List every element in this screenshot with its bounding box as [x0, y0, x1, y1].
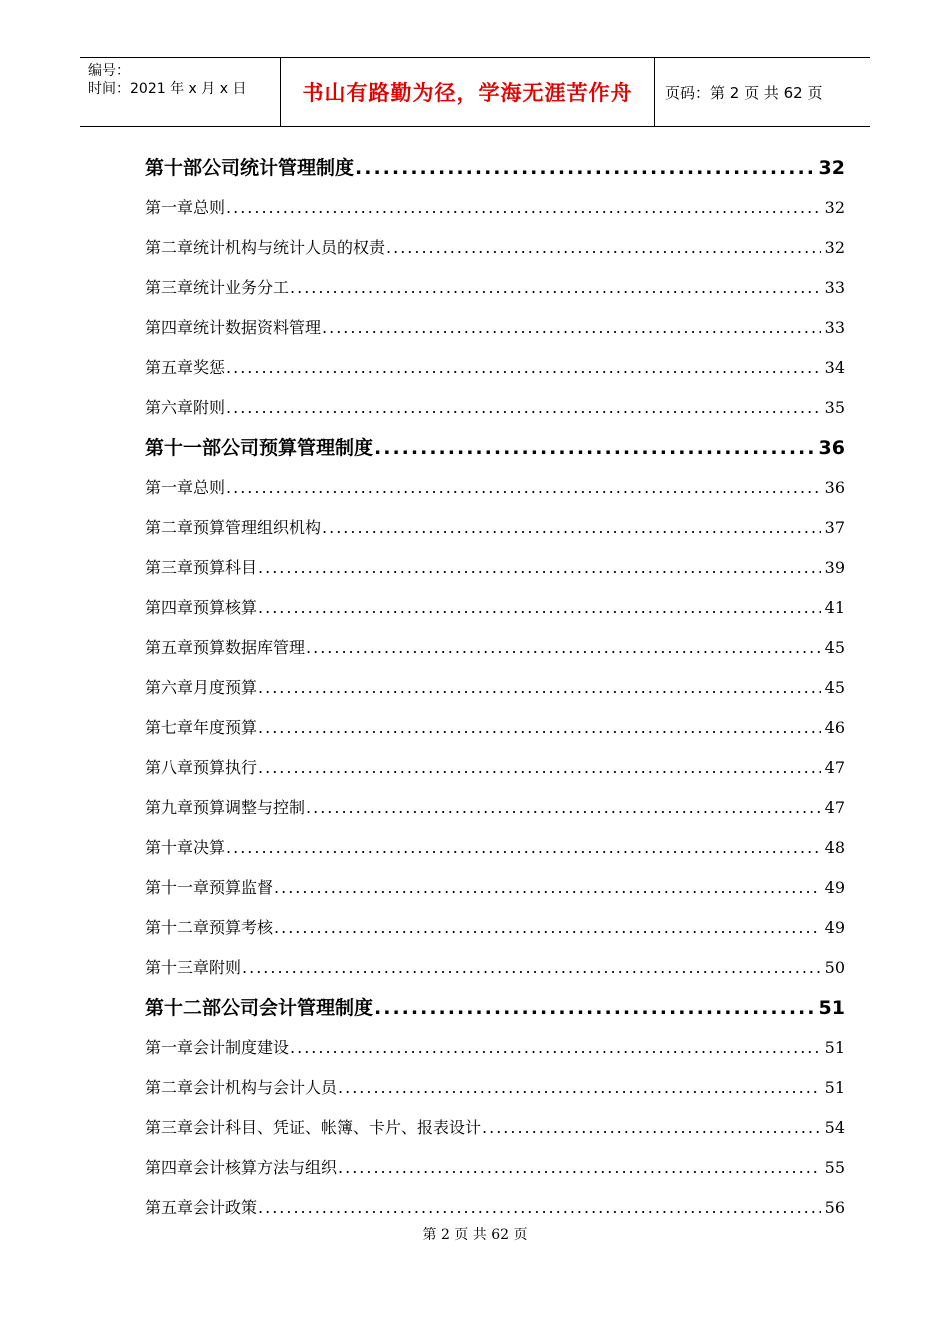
toc-dot-leader	[274, 908, 821, 948]
toc-dot-leader	[322, 308, 821, 348]
toc-entry-number: 第五章	[145, 1198, 194, 1217]
toc-entry-title: 会计制度建设	[193, 1038, 290, 1057]
toc-part-entry[interactable]	[145, 428, 845, 468]
toc-entry-number: 第十二部	[145, 997, 222, 1019]
toc-entry-page: 36	[824, 478, 845, 497]
toc-part-entry[interactable]	[145, 988, 845, 1028]
toc-chapter-entry[interactable]	[145, 1028, 845, 1068]
document-date-label: 时间：2021 年 x 月 x 日	[88, 81, 247, 97]
toc-entry-title: 年度预算	[193, 718, 258, 737]
toc-entry-page: 51	[824, 1038, 845, 1057]
toc-entry-number: 第三章	[145, 558, 194, 577]
toc-dot-leader	[258, 1188, 821, 1228]
toc-entry-page: 54	[824, 1118, 845, 1137]
toc-chapter-entry[interactable]	[145, 388, 845, 428]
toc-chapter-entry[interactable]	[145, 308, 845, 348]
toc-entry-page: 45	[824, 678, 845, 697]
toc-entry-title: 附则	[209, 958, 242, 977]
toc-dot-leader	[386, 228, 821, 268]
toc-chapter-entry[interactable]	[145, 1188, 845, 1228]
toc-entry-number: 第七章	[145, 718, 194, 737]
toc-dot-leader	[322, 508, 821, 548]
toc-entry-title: 预算数据库管理	[193, 638, 306, 657]
toc-entry-page: 39	[824, 558, 845, 577]
toc-chapter-entry[interactable]	[145, 748, 845, 788]
toc-chapter-entry[interactable]	[145, 668, 845, 708]
toc-entry-page: 47	[824, 758, 845, 777]
header-page-number: 页码：第 2 页 共 62 页	[665, 83, 823, 102]
toc-chapter-entry[interactable]	[145, 948, 845, 988]
toc-entry-number: 第四章	[145, 598, 194, 617]
toc-entry-title: 统计机构与统计人员的权责	[193, 238, 386, 257]
toc-entry-title: 统计业务分工	[193, 278, 290, 297]
toc-chapter-entry[interactable]	[145, 708, 845, 748]
header-meta	[80, 58, 281, 126]
toc-chapter-entry[interactable]	[145, 1108, 845, 1148]
toc-part-entry[interactable]	[145, 148, 845, 188]
document-code-label: 编号：	[88, 63, 130, 79]
toc-entry-page: 32	[824, 198, 845, 217]
toc-entry-page: 56	[824, 1198, 845, 1217]
toc-chapter-entry[interactable]	[145, 908, 845, 948]
toc-chapter-entry[interactable]	[145, 548, 845, 588]
toc-dot-leader	[258, 748, 821, 788]
toc-entry-title: 决算	[193, 838, 226, 857]
toc-entry-number: 第四章	[145, 318, 194, 337]
toc-entry-page: 48	[824, 838, 845, 857]
toc-entry-number: 第五章	[145, 638, 194, 657]
toc-entry-page: 37	[824, 518, 845, 537]
toc-entry-number: 第二章	[145, 518, 194, 537]
toc-chapter-entry[interactable]	[145, 268, 845, 308]
page-header	[80, 57, 870, 127]
toc-entry-page: 45	[824, 638, 845, 657]
toc-entry-title: 公司统计管理制度	[202, 157, 355, 179]
toc-dot-leader	[226, 188, 821, 228]
toc-entry-number: 第十一章	[145, 878, 210, 897]
toc-entry-page: 47	[824, 798, 845, 817]
toc-entry-title: 会计核算方法与组织	[193, 1158, 338, 1177]
toc-chapter-entry[interactable]	[145, 228, 845, 268]
toc-dot-leader	[306, 628, 821, 668]
toc-chapter-entry[interactable]	[145, 1068, 845, 1108]
toc-entry-title: 奖惩	[193, 358, 226, 377]
toc-dot-leader	[226, 828, 821, 868]
toc-chapter-entry[interactable]	[145, 788, 845, 828]
toc-chapter-entry[interactable]	[145, 868, 845, 908]
toc-entry-title: 公司预算管理制度	[221, 437, 374, 459]
toc-entry-page: 35	[824, 398, 845, 417]
toc-dot-leader	[306, 788, 821, 828]
toc-dot-leader	[374, 988, 815, 1028]
toc-entry-number: 第二章	[145, 238, 194, 257]
toc-entry-page: 50	[824, 958, 845, 977]
toc-entry-number: 第一章	[145, 198, 194, 217]
toc-entry-number: 第十部	[145, 157, 203, 179]
toc-entry-number: 第四章	[145, 1158, 194, 1177]
toc-entry-number: 第二章	[145, 1078, 194, 1097]
toc-entry-title: 预算调整与控制	[193, 798, 306, 817]
table-of-contents	[145, 148, 845, 1228]
toc-entry-page: 55	[824, 1158, 845, 1177]
toc-entry-title: 预算科目	[193, 558, 258, 577]
toc-dot-leader	[258, 708, 821, 748]
toc-dot-leader	[242, 948, 821, 988]
toc-entry-number: 第八章	[145, 758, 194, 777]
toc-dot-leader	[338, 1068, 821, 1108]
toc-entry-number: 第三章	[145, 1118, 194, 1137]
toc-chapter-entry[interactable]	[145, 468, 845, 508]
toc-dot-leader	[258, 548, 821, 588]
toc-entry-page: 49	[824, 878, 845, 897]
toc-entry-number: 第六章	[145, 678, 194, 697]
toc-entry-page: 41	[824, 598, 845, 617]
toc-entry-number: 第十二章	[145, 918, 210, 937]
toc-chapter-entry[interactable]	[145, 1148, 845, 1188]
toc-entry-number: 第十一部	[145, 437, 222, 459]
toc-dot-leader	[226, 388, 821, 428]
toc-entry-page: 46	[824, 718, 845, 737]
toc-entry-title: 月度预算	[193, 678, 258, 697]
toc-chapter-entry[interactable]	[145, 508, 845, 548]
toc-dot-leader	[290, 1028, 821, 1068]
toc-dot-leader	[226, 468, 821, 508]
toc-entry-number: 第三章	[145, 278, 194, 297]
toc-entry-title: 预算核算	[193, 598, 258, 617]
toc-entry-title: 预算监督	[209, 878, 274, 897]
toc-entry-number: 第一章	[145, 1038, 194, 1057]
toc-dot-leader	[226, 348, 821, 388]
toc-dot-leader	[274, 868, 821, 908]
header-motto: 书山有路勤为径，学海无涯苦作舟	[281, 58, 655, 126]
toc-entry-number: 第五章	[145, 358, 194, 377]
toc-entry-number: 第十章	[145, 838, 194, 857]
toc-entry-page: 34	[824, 358, 845, 377]
toc-entry-page: 49	[824, 918, 845, 937]
toc-chapter-entry[interactable]	[145, 348, 845, 388]
toc-entry-title: 附则	[193, 398, 226, 417]
toc-entry-title: 预算考核	[209, 918, 274, 937]
toc-entry-title: 公司会计管理制度	[221, 997, 374, 1019]
toc-dot-leader	[258, 588, 821, 628]
toc-dot-leader	[290, 268, 821, 308]
toc-entry-title: 预算管理组织机构	[193, 518, 322, 537]
toc-entry-page: 33	[824, 318, 845, 337]
toc-chapter-entry[interactable]	[145, 588, 845, 628]
toc-entry-page: 51	[824, 1078, 845, 1097]
toc-entry-number: 第六章	[145, 398, 194, 417]
toc-entry-title: 总则	[193, 198, 226, 217]
toc-dot-leader	[258, 668, 821, 708]
toc-entry-page: 36	[818, 437, 845, 459]
toc-entry-number: 第九章	[145, 798, 194, 817]
toc-chapter-entry[interactable]	[145, 188, 845, 228]
toc-entry-title: 会计政策	[193, 1198, 258, 1217]
toc-chapter-entry[interactable]	[145, 628, 845, 668]
toc-dot-leader	[482, 1108, 821, 1148]
toc-chapter-entry[interactable]	[145, 828, 845, 868]
toc-entry-number: 第一章	[145, 478, 194, 497]
toc-entry-title: 会计科目、凭证、帐簿、卡片、报表设计	[193, 1118, 482, 1137]
toc-dot-leader	[355, 148, 815, 188]
toc-dot-leader	[338, 1148, 821, 1188]
toc-entry-page: 32	[824, 238, 845, 257]
toc-entry-title: 统计数据资料管理	[193, 318, 322, 337]
toc-entry-title: 会计机构与会计人员	[193, 1078, 338, 1097]
toc-entry-title: 总则	[193, 478, 226, 497]
page-footer: 第 2 页 共 62 页	[422, 1227, 528, 1243]
toc-entry-page: 33	[824, 278, 845, 297]
toc-dot-leader	[374, 428, 815, 468]
toc-entry-page: 32	[818, 157, 845, 179]
toc-entry-page: 51	[818, 997, 845, 1019]
toc-entry-title: 预算执行	[193, 758, 258, 777]
toc-entry-number: 第十三章	[145, 958, 210, 977]
